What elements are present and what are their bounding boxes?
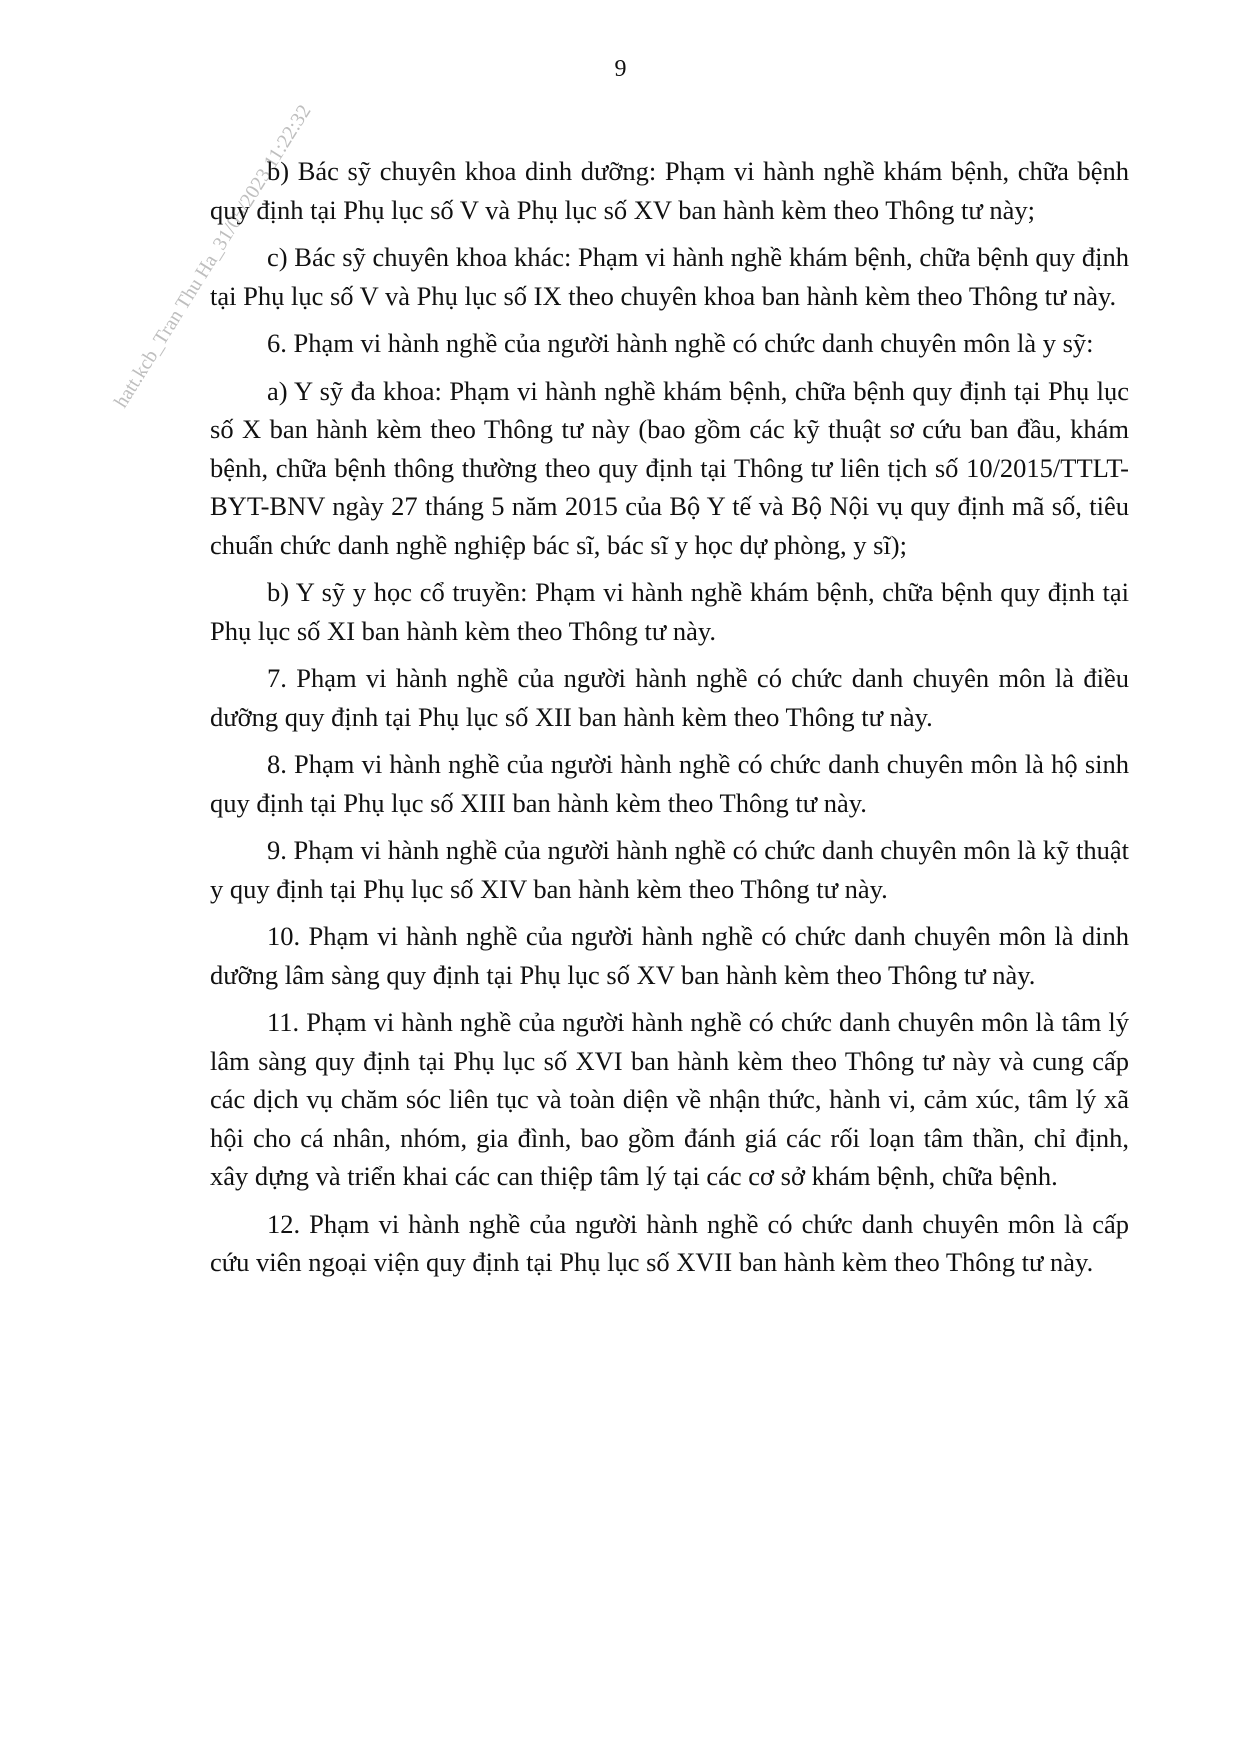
- paragraph-5b-nutrition-doctor: b) Bác sỹ chuyên khoa dinh dưỡng: Phạm vi hành nghề khám bệnh, chữa bệnh quy định tại Phụ lục số V và Phụ lục số XV ban hành kèm theo Thông tư này;: [210, 156, 1129, 225]
- watermark-stamp: hatt.kcb_Tran Thu Ha_31/05/2023 11:22:32: [110, 100, 316, 412]
- page-number: 9: [614, 56, 627, 82]
- document-body: [210, 152, 1129, 1291]
- paragraph-7-nursing: 7. Phạm vi hành nghề của người hành nghề có chức danh chuyên môn là điều dưỡng quy định tại Phụ lục số XII ban hành kèm theo Thông tư này.: [210, 663, 1129, 732]
- paragraph-9-medical-technician: 9. Phạm vi hành nghề của người hành nghề có chức danh chuyên môn là kỹ thuật y quy định tại Phụ lục số XIV ban hành kèm theo Thông tư này.: [210, 835, 1129, 904]
- paragraph-6a-general-assistant: a) Y sỹ đa khoa: Phạm vi hành nghề khám bệnh, chữa bệnh quy định tại Phụ lục số X ban hành kèm theo Thông tư này (bao gồm các kỹ thuật sơ cứu ban đầu, khám bệnh, chữa bệnh thông thường theo quy định tại Thông tư liên tịch số 10/2015/TTLT-BYT-BNV ngày 27 tháng 5 năm 2015 của Bộ Y tế và Bộ Nội vụ quy định mã số, tiêu chuẩn chức danh nghề nghiệp bác sĩ, bác sĩ y học dự phòng, y sĩ);: [210, 375, 1129, 560]
- paragraph-8-midwife: 8. Phạm vi hành nghề của người hành nghề có chức danh chuyên môn là hộ sinh quy định tại Phụ lục số XIII ban hành kèm theo Thông tư này.: [210, 749, 1129, 818]
- paragraph-10-clinical-nutrition: 10. Phạm vi hành nghề của người hành nghề có chức danh chuyên môn là dinh dưỡng lâm sàng quy định tại Phụ lục số XV ban hành kèm theo Thông tư này.: [210, 921, 1129, 990]
- paragraph-6-physician-assistant: 6. Phạm vi hành nghề của người hành nghề có chức danh chuyên môn là y sỹ:: [267, 328, 1094, 358]
- paragraph-11-clinical-psychology: 11. Phạm vi hành nghề của người hành nghề có chức danh chuyên môn là tâm lý lâm sàng quy định tại Phụ lục số XVI ban hành kèm theo Thông tư này và cung cấp các dịch vụ chăm sóc liên tục và toàn diện về nhận thức, hành vi, cảm xúc, tâm lý xã hội cho cá nhân, nhóm, gia đình, bao gồm đánh giá các rối loạn tâm thần, chỉ định, xây dựng và triển khai các can thiệp tâm lý tại các cơ sở khám bệnh, chữa bệnh.: [210, 1007, 1129, 1191]
- paragraph-6b-traditional-medicine: b) Y sỹ y học cổ truyền: Phạm vi hành nghề khám bệnh, chữa bệnh quy định tại Phụ lục số XI ban hành kèm theo Thông tư này.: [210, 577, 1129, 646]
- paragraph-5c-other-specialist: c) Bác sỹ chuyên khoa khác: Phạm vi hành nghề khám bệnh, chữa bệnh quy định tại Phụ lục số V và Phụ lục số IX theo chuyên khoa ban hành kèm theo Thông tư này.: [210, 242, 1129, 311]
- paragraph-12-paramedic: 12. Phạm vi hành nghề của người hành nghề có chức danh chuyên môn là cấp cứu viên ngoại viện quy định tại Phụ lục số XVII ban hành kèm theo Thông tư này.: [210, 1208, 1129, 1277]
